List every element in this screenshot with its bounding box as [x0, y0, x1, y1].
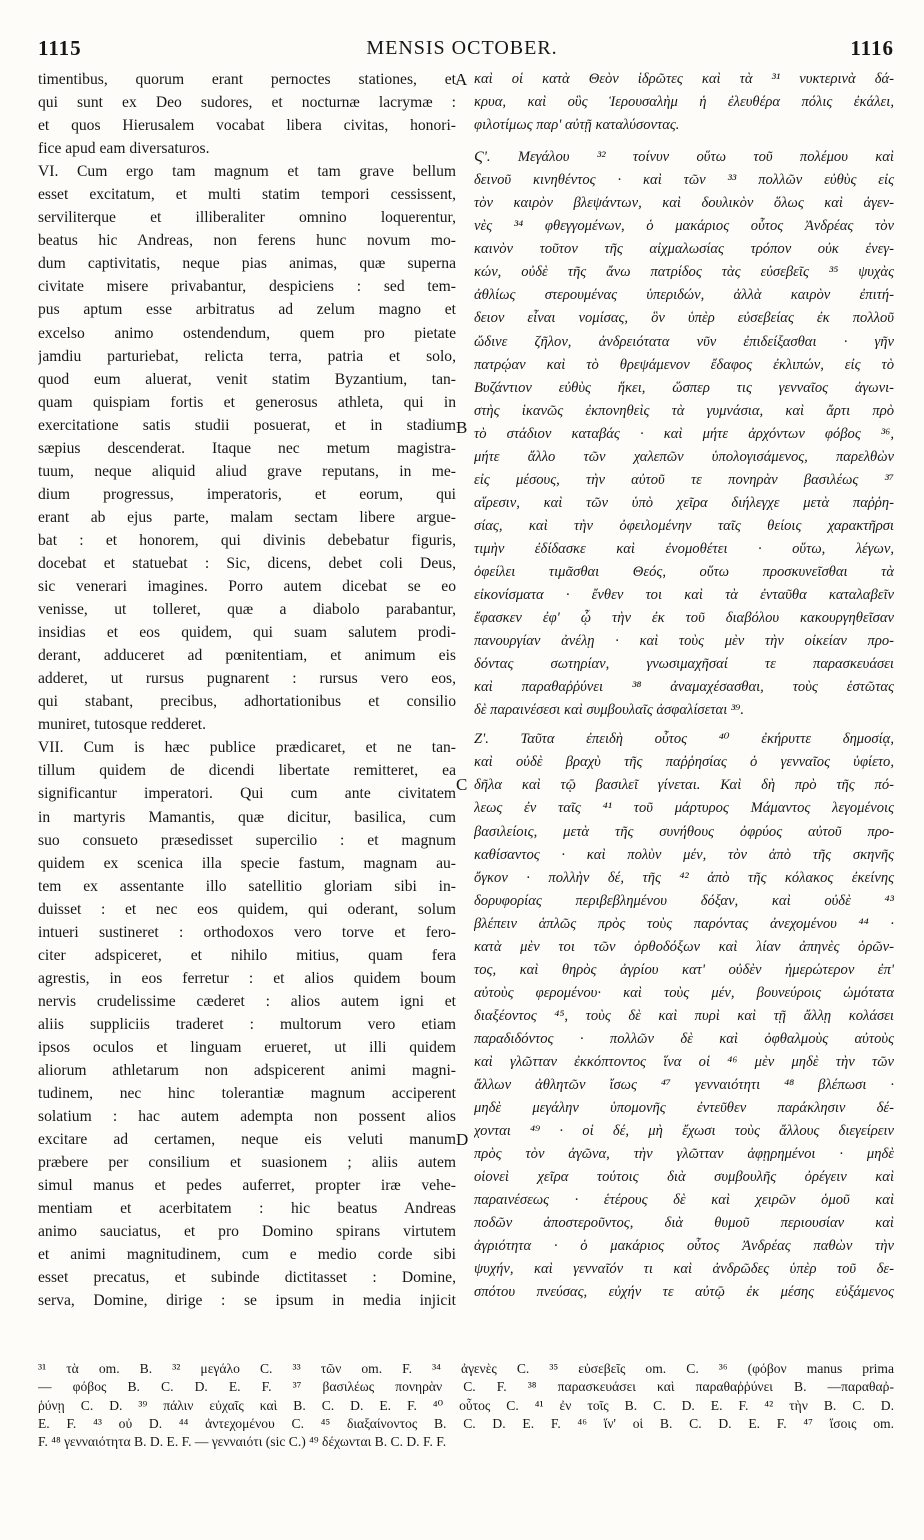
- greek-text-line: δειον εἶναι νομίσας, ὃν ὑπὲρ εὐσεβείας ἐκ πολλοῦ: [474, 310, 894, 327]
- greek-text-line: ἄλλων ἀθλητῶν ἴσως ⁴⁷ γενναιότητι ⁴⁸ βλέπωσι ·: [474, 1077, 894, 1094]
- greek-text-line: εἰκονίσματα · ἔνθεν τοι καὶ τὰ ἐνταῦθα καταλαβεῖν: [474, 587, 894, 604]
- greek-text-line: μήτε ἄλλο τῶν χαλεπῶν ὑπολογισάμενος, παρελθὼν: [474, 448, 894, 465]
- greek-text-line: χονται ⁴⁹ · οἱ δέ, μὴ ἔχωσι τοὺς ἄλλους διεγείρειν: [474, 1123, 894, 1140]
- latin-text-line: aliorum athletarum non adspicerent animi magni-: [38, 1062, 456, 1080]
- greek-text-line: ὄγκον · πολλὴν δέ, τῆς ⁴² ἀπὸ τῆς κόλακος ἐκείνης: [474, 869, 894, 886]
- latin-text-line: quidem ex scenica illa specie fastum, magnam au-: [38, 854, 456, 872]
- greek-text-line: ἀγριότητα · ὁ μακάριος οὗτος Ἀνδρέας παθὼν τὴν: [474, 1238, 894, 1255]
- latin-text-line: suo consueto præsedisset supercilio : et magnum: [38, 831, 456, 849]
- greek-text-line: σπότου πνεύσας, εὐχήν τε αὐτῷ ἐκ μέσης εὐξάμενος: [474, 1284, 894, 1301]
- greek-text-line: καὶ οἱ κατὰ Θεὸν ἱδρῶτες καὶ τὰ ³¹ νυκτερινὰ δά-: [474, 71, 894, 87]
- latin-text-line: agrestis, in eos ferretur : et alios quidem boum: [38, 969, 456, 987]
- latin-text-line: tem ex assentante illo satellitio gloriam sibi in-: [38, 877, 456, 895]
- latin-text-line: in martyris Mamantis, quæ dicitur, basilica, cum: [38, 808, 456, 826]
- latin-text-line: quam quispiam fortis et generosus athleta, qui in: [38, 393, 456, 411]
- latin-text-line: duisset : et nec eos quidem, qui oderant, solum: [38, 900, 456, 918]
- latin-text-line: serviliterque et illiberaliter omnino loquerentur,: [38, 209, 456, 227]
- greek-text-line: δῆλα καὶ τῷ βασιλεῖ γίνεται. Καὶ δὴ πρὸ τῆς πό-: [474, 777, 894, 794]
- greek-text-line: καὶ οὐδὲ βραχὺ τῆς παῤῥησίας ὁ γενναῖος ὑφίετο,: [474, 754, 894, 771]
- latin-text-line: docebat et statuebat : Sic, dicens, debet coli Deus,: [38, 554, 456, 572]
- greek-text-line: Βυζάντιον εὐθὺς ἥκει, ὥσπερ τις γενναῖος ἀγωνι-: [474, 379, 894, 396]
- latin-text-line: tudinem, nec hinc tolerantiæ magnum acciperent: [38, 1085, 456, 1103]
- greek-text-line: ὀφείλει τιμᾶσθαι Θεός, οὕτω προσκυνεῖσθαι τὰ: [474, 563, 894, 580]
- greek-text-line: πρὸς τὸν ἀγῶνα, τὴν γλῶτταν ἀφῃρημένοι · μηδὲ: [474, 1146, 894, 1163]
- latin-text-line: nervis crudelissime cæderet : alios autem igni et: [38, 992, 456, 1010]
- latin-text-line: pus aptum esse arbitratus ad zelum magno et: [38, 301, 456, 319]
- greek-text-line: εἰς μέσους, τὴν αὐτοῦ τε πονηρὰν βασιλέως ³⁷: [474, 471, 894, 488]
- greek-text-line: στὴς ἱκανῶς ἐκπονηθεὶς τὰ γυμνάσια, καὶ ἄρτι πρὸ: [474, 402, 894, 419]
- latin-text-line: insidias et eos quidem, qui suam salutem prodi-: [38, 624, 456, 642]
- greek-text-line: τὸν καιρὸν βλεψάντων, καὶ δουλικὸν ὅλως καὶ ἀγεν-: [474, 195, 894, 212]
- latin-text-line: sæpius descenderat. Itaque nec metum magistra-: [38, 439, 456, 457]
- latin-text-line: ipsos oculos et linguam erueret, ut illi quidem: [38, 1038, 456, 1056]
- margin-letter-b: B: [456, 418, 468, 437]
- footnote-line: F. ⁴⁸ γενναιότητα B. D. E. F. — γενναιότι (sic C.) ⁴⁹ δέχωνται B. C. D. F. F.: [38, 1434, 447, 1450]
- greek-text-line: τιμὴν ἐδίδασκε καὶ ἐνομοθέτει · οὕτω, λέγων,: [474, 540, 894, 557]
- latin-text-line: qui stabant, precibus, adhortationibus et consilio: [38, 693, 456, 711]
- greek-text-line: πατρῴαν καὶ τὸ θρεψάμενον ἔδαφος ἐκλιπών, εἰς τὸ: [474, 356, 894, 373]
- greek-text-line: οἱονεὶ χεῖρα τούτοις διὰ συμβουλῆς ὀρέγειν καὶ: [474, 1169, 894, 1186]
- latin-text-line: civitate misere privabantur, despiciens : sed tem-: [38, 278, 456, 296]
- footnote-line: — φόβος B. C. D. E. F. ³⁷ βασιλέως πονηρὰν C. F. ³⁸ παρασκευάσει καὶ παραθαῤῥύνει B. —παραθαῤ-: [38, 1379, 894, 1395]
- greek-text-line: ποδῶν ἀποστεροῦντος, διὰ θυμοῦ περιουσίαν καὶ: [474, 1215, 894, 1232]
- greek-text-line: διαξέοντος ⁴⁵, τοὺς δὲ καὶ πυρὶ καὶ τῇ ἄλλῃ κολάσει: [474, 1007, 894, 1024]
- greek-column: [474, 68, 894, 1304]
- margin-letter-c: C: [456, 775, 468, 794]
- greek-text-line: παραινέσεως · ἑτέρους δὲ καὶ χειρῶν ὁμοῦ καὶ: [474, 1192, 894, 1209]
- greek-text-line: καὶ γλῶτταν ἐκκόπτοντος ἵνα οἱ ⁴⁶ μὲν μηδὲ τὴν τῶν: [474, 1053, 894, 1070]
- greek-text-line: παραδιδόντος · πολλῶν δὲ καὶ ὀφθαλμοὺς αὐτοὺς: [474, 1030, 894, 1047]
- latin-text-line: fice apud eam diversaturos.: [38, 140, 210, 158]
- greek-text-line: φιλοτίμως παρ' αὐτῇ καταλύσοντας.: [474, 117, 680, 134]
- latin-text-line: et quos Hierusalem vocabat libera civitas, honori-: [38, 117, 456, 135]
- greek-text-line: κατὰ μὲν τοι τῶν ὀρθοδόξων καὶ λίαν ἀπηνὲς ὁρῶν-: [474, 938, 894, 955]
- latin-text-line: sic venerari imagines. Porro autem dicebat se eo: [38, 578, 456, 596]
- latin-text-line: timentibus, quorum erant pernoctes stationes, et: [38, 71, 456, 88]
- right-page-number: 1116: [850, 36, 894, 60]
- latin-text-line: muniret, tutosque redderet.: [38, 716, 207, 734]
- left-page-number: 1115: [38, 36, 82, 60]
- latin-text-line: aliis suppliciis traderet : multorum vero etiam: [38, 1015, 456, 1033]
- latin-text-line: animo sauciatus, et pro Domino spirans virtutem: [38, 1223, 456, 1241]
- footnote-line: E. F. ⁴³ οὐ D. ⁴⁴ ἀντεχομένου C. ⁴⁵ διαξαίνοντος B. C. D. E. F. ⁴⁶ ἵν' οἱ B. C. D. E. F. ⁴⁷ ἴσοις om.: [38, 1415, 894, 1431]
- latin-text-line: jamdiu parturiebat, relicta terra, patria et solo,: [38, 347, 456, 365]
- margin-letter-d: D: [456, 1130, 469, 1149]
- greek-text-line: ἔφασκεν ἐφ' ᾧ τὴν ἐκ τοῦ διαβόλου κακουργηθεῖσαν: [474, 610, 894, 627]
- greek-text-line: κρυα, καὶ οὓς Ἱερουσαλὴμ ἡ ἐλευθέρα πόλις ἐκάλει,: [474, 94, 894, 111]
- greek-text-line: καθίσαντος · καὶ πολὺν μέν, τὸν ἀπὸ τῆς σκηνῆς: [474, 846, 894, 863]
- greek-text-line: τος, καὶ θηρὸς ἀγρίου κατ' οὐδὲν ἡμερώτερον ἐπ': [474, 961, 894, 978]
- latin-text-line: adderet, ut rursus pugnarent : rursus vero eos,: [38, 670, 456, 688]
- margin-letter-a: A: [455, 70, 468, 89]
- latin-text-line: derant, adduceret ad pœnitentiam, et animum eis: [38, 647, 456, 665]
- latin-text-line: VII. Cum is hæc publice prædicaret, et ne tan-: [38, 739, 456, 757]
- latin-text-line: serva, Domine, dirige : se ipsum in media injicit: [38, 1292, 456, 1310]
- running-title: MENSIS OCTOBER.: [366, 37, 558, 59]
- latin-text-line: solatium : hac autem adempta non possent alios: [38, 1108, 456, 1126]
- latin-text-line: mentiam et acerbitatem : hic beatus Andreas: [38, 1200, 456, 1218]
- latin-text-line: esset precatus, et subinde dictitasset : Domine,: [38, 1269, 456, 1287]
- greek-text-line: δεινοῦ κινηθέντος · καὶ τῶν ³³ πολλῶν εὐθὺς εἰς: [474, 172, 894, 189]
- greek-text-line: καινὸν τοῦτον τῆς αἰχμαλωσίας τρόπον οὐκ ἐνεγ-: [474, 241, 894, 258]
- greek-text-line: αὐτοὺς φερομένου· καὶ τοὺς μέν, βουνεύροις ὠμότατα: [474, 984, 894, 1001]
- greek-text-line: Ζ'. Ταῦτα ἐπειδὴ οὗτος ⁴⁰ ἐκήρυττε δημοσίᾳ,: [474, 731, 894, 748]
- latin-text-line: præbere per consilium et suasionem ; aliis autem: [38, 1154, 456, 1172]
- greek-text-line: δορυφορίας περιβεβλημένου δόξαν, καὶ οὐδὲ ⁴³: [474, 892, 894, 909]
- greek-text-line: ὤδινε ζῆλον, ἀνδρειότατα νῦν ἐπιδείξασθαι · γῆν: [474, 333, 894, 350]
- latin-text-line: excelso animo ostendendum, quem pro pietate: [38, 324, 456, 342]
- greek-text-line: τὸ στάδιον καταβάς · καὶ μήτε ἀρχόντων φόβος ³⁶,: [474, 425, 894, 442]
- latin-text-line: esset excitatum, et multi statim tempori cessissent,: [38, 186, 456, 204]
- greek-text-line: σίας, καὶ τὴν ὀφειλομένην ταῖς θείοις χαρακτῆρσι: [474, 517, 894, 534]
- latin-column: [38, 68, 456, 1313]
- running-header: [0, 36, 924, 68]
- greek-text-line: ἀθλίως στερουμένας ὑπεριδών, ἀλλὰ καιρὸν ἐπιτή-: [474, 287, 894, 304]
- latin-text-line: qui sunt ex Deo sudores, et nocturnæ lacrymæ :: [38, 94, 456, 112]
- latin-text-line: dum captivitatis, neque pias animas, quæ superna: [38, 255, 456, 273]
- footnote-line: ³¹ τὰ om. B. ³² μεγάλο C. ³³ τῶν om. F. ³⁴ ἀγενὲς C. ³⁵ εὐσεβεῖς om. C. ³⁶ (φόβον manus prima: [38, 1361, 894, 1376]
- latin-text-line: dium progressus, imperatoris, et eorum, qui: [38, 485, 456, 503]
- latin-text-line: tillum quidem de dicendi libertate remitteret, ea: [38, 762, 456, 780]
- greek-text-line: ψυχήν, καὶ γενναῖόν τι καὶ ἀνδρῶδες ὑπὲρ τοῦ δε-: [474, 1261, 894, 1278]
- latin-text-line: exercitatione satis studii posuerat, et in stadium: [38, 416, 456, 434]
- latin-text-line: citer adspiceret, et nihilo mitius, quam fera: [38, 946, 456, 964]
- greek-text-line: αἵρεσιν, καὶ τῶν ὑπὸ χεῖρα διήλεγχε μετὰ παῤῥη-: [474, 494, 894, 511]
- greek-text-line: πανουργίαν ἀνέλῃ · καὶ τοὺς μὲν τὴν οἰκείαν προ-: [474, 633, 894, 650]
- greek-text-line: κών, οὐδὲ τῆς ἄνω πατρίδος τὰς εὐσεβεῖς ³⁵ ψυχὰς: [474, 264, 894, 281]
- latin-text-line: tuum, neque aliquid aliud grave reputans, in me-: [38, 462, 456, 480]
- greek-text-line: δόντας σωτηρίαν, γνωσιμαχῆσαί τε παρασκευάσει: [474, 656, 894, 673]
- greek-text-line: μηδὲ μεγάλην ὑπομονῆς ἐντεῦθεν παράκλησιν δέ-: [474, 1100, 894, 1117]
- latin-text-line: simul manus et pedes auferret, propter iræ vehe-: [38, 1177, 456, 1195]
- greek-text-line: λεως ἐν ταῖς ⁴¹ τοῦ μάρτυρος Μάμαντος λεγομένοις: [474, 800, 894, 817]
- greek-text-line: βασιλείοις, μετὰ τῆς συνήθους ὀφρύος αὐτοῦ προ-: [474, 823, 894, 840]
- latin-text-line: intueri sustineret : orthodoxos vero torve et fero-: [38, 923, 456, 941]
- greek-text-line: καὶ παραθαῤῥύνει ³⁸ ἀναμαχέσασθαι, τοὺς ἑστῶτας: [474, 679, 894, 696]
- greek-text-line: Ϛ'. Μεγάλου ³² τοίνυν οὕτω τοῦ πολέμου καὶ: [474, 149, 894, 166]
- greek-text-line: νὲς ³⁴ φθεγγομένων, ὁ μακάριος οὗτος Ἀνδρέας τὸν: [474, 218, 894, 235]
- latin-text-line: significantur imperatori. Qui cum ante civitatem: [38, 785, 456, 803]
- greek-text-line: δὲ παραινέσεσι καὶ συμβουλαῖς ἀσφαλίσεται ³⁹.: [474, 702, 745, 719]
- latin-text-line: erant ab ejus parte, malam sectam libere argue-: [38, 508, 456, 526]
- latin-text-line: excitare ad certamen, neque eis veluti manum: [38, 1131, 456, 1149]
- latin-text-line: bat : et honorem, qui divinis debebatur figuris,: [38, 531, 456, 549]
- footnote-line: ῥύνῃ C. D. ³⁹ πάλιν εὐχαῖς καὶ B. C. D. E. F. ⁴⁰ οὗτος C. ⁴¹ ἐν τοῖς B. C. D. E. F. ⁴² τὴν B. C. D.: [38, 1397, 894, 1413]
- latin-text-line: et animi magnitudinem, cum e medio corde sibi: [38, 1246, 456, 1264]
- latin-text-line: VI. Cum ergo tam magnum et tam grave bellum: [38, 163, 456, 181]
- latin-text-line: venisse, ut tolleret, quæ a diabolo parabantur,: [38, 601, 456, 619]
- greek-text-line: βλέπειν ἁπλῶς πρὸς τοὺς παρόντας ἀνεχομένου ⁴⁴ ·: [474, 915, 894, 932]
- latin-text-line: beatus hic Andreas, non ferens hunc novum mo-: [38, 232, 456, 250]
- latin-text-line: quod eum aluerat, venit statim Byzantium, tan-: [38, 370, 456, 388]
- footnotes: [38, 1360, 894, 1451]
